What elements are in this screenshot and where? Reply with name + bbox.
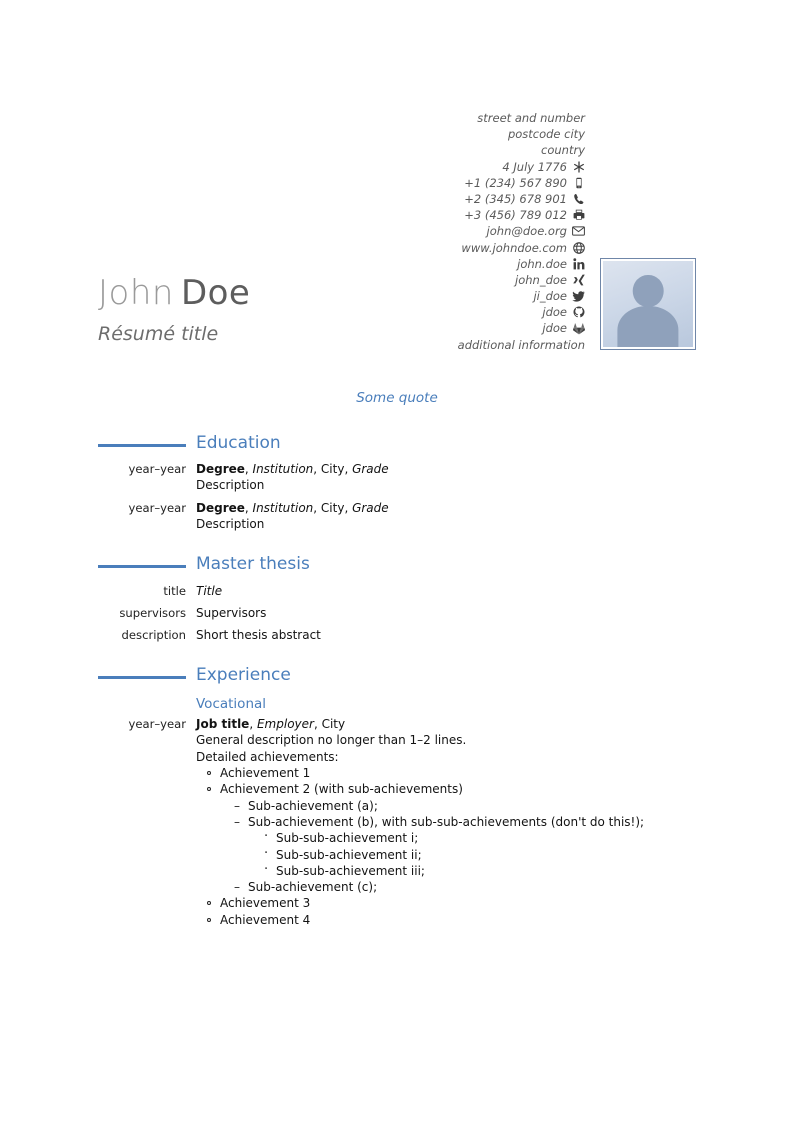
contact-text: jdoe: [542, 321, 567, 336]
resume-header: [0, 100, 794, 370]
section-header-thesis: [0, 551, 794, 581]
list-item: [262, 830, 696, 846]
avatar: [600, 258, 696, 350]
contact-row-email: [285, 223, 585, 239]
list-item-text: Achievement 1: [220, 766, 311, 781]
entry-date: year–year: [128, 462, 186, 476]
gitlab-icon: [572, 322, 585, 335]
thesis-row: [0, 627, 794, 643]
list-item-text: Achievement 4: [220, 912, 311, 927]
contact-text: ji_doe: [533, 289, 567, 304]
list-item: [206, 912, 696, 928]
experience-entry: [0, 716, 794, 928]
entry-title: [196, 461, 696, 477]
sub-achievement-list: [220, 798, 696, 896]
last-name: Doe: [180, 273, 251, 313]
list-item: [206, 781, 696, 895]
list-item: [206, 765, 696, 781]
contact-text: postcode city: [507, 127, 585, 142]
contact-row-homepage: [285, 240, 585, 256]
degree: Degree: [196, 462, 245, 476]
contact-row-phone: [285, 191, 585, 207]
thesis-row: [0, 583, 794, 599]
contact-text: john.doe: [517, 256, 567, 271]
education-entry: [0, 461, 794, 494]
contact-row-none: [285, 142, 585, 158]
contact-text: jdoe: [542, 305, 567, 320]
section-title-education: Education: [196, 433, 281, 453]
entry-title: [196, 500, 696, 516]
contact-text: john@doe.org: [486, 224, 567, 239]
list-item-text: Achievement 2 (with sub-achievements): [220, 782, 463, 797]
twitter-icon: [572, 290, 585, 303]
contact-text: country: [541, 143, 585, 158]
list-item: [234, 814, 696, 879]
thesis-row: [0, 605, 794, 621]
sep: ,: [244, 500, 253, 515]
contact-row-fax: [285, 207, 585, 223]
sep: ,: [344, 500, 353, 515]
contact-text: www.johndoe.com: [461, 240, 567, 255]
city: City: [320, 462, 345, 476]
section-master-thesis: [0, 551, 794, 644]
section-education: [0, 430, 794, 533]
city: City: [321, 716, 346, 731]
education-entry: [0, 500, 794, 533]
entry-title: [196, 716, 696, 732]
contact-text: +2 (345) 678 901: [464, 191, 567, 206]
linkedin-icon: [572, 257, 585, 270]
entry-body: [196, 716, 794, 928]
section-rule: [98, 565, 186, 568]
section-header-education: [0, 430, 794, 460]
list-item-text: Sub-achievement (c);: [248, 880, 378, 895]
xing-icon: [572, 273, 585, 286]
thesis-row-value: Short thesis abstract: [196, 628, 321, 643]
contact-text: +3 (456) 789 012: [464, 208, 567, 223]
contact-row-birth: [285, 159, 585, 175]
job-title: Job title: [196, 716, 250, 731]
entry-general-description: General description no longer than 1–2 lines.: [196, 733, 467, 748]
list-item-text: Sub-achievement (b), with sub-sub-achievements (don't do this!);: [248, 814, 645, 829]
email-icon: [572, 225, 585, 238]
thesis-row-label: supervisors: [119, 606, 186, 621]
name-block: [98, 272, 428, 346]
sep: ,: [344, 462, 353, 476]
list-item: [262, 863, 696, 879]
contact-text: additional information: [457, 337, 585, 352]
homepage-icon: [572, 241, 585, 254]
fax-icon: [572, 209, 585, 222]
entry-body: [196, 500, 794, 533]
mobile-icon: [572, 176, 585, 189]
thesis-rows: [0, 583, 794, 644]
city: City: [320, 500, 345, 515]
quote: Some quote: [356, 390, 438, 406]
list-item-text: Sub-sub-achievement ii;: [276, 847, 422, 862]
contact-row-none: [285, 110, 585, 126]
list-item: [234, 879, 696, 895]
sep: ,: [313, 500, 321, 515]
sep: ,: [244, 462, 253, 476]
contact-row-mobile: [285, 175, 585, 191]
contact-text: john_doe: [515, 272, 567, 287]
section-title-thesis: Master thesis: [196, 553, 310, 574]
resume-body: [0, 430, 794, 930]
entry-description: Description: [196, 478, 265, 493]
github-icon: [572, 306, 585, 319]
entry-description: Description: [196, 517, 265, 532]
first-name: John: [98, 273, 174, 313]
sep: ,: [313, 716, 322, 731]
institution: Institution: [252, 462, 314, 476]
degree: Degree: [196, 500, 245, 515]
grade: Grade: [352, 500, 389, 515]
achievement-list: [196, 765, 696, 928]
sep: ,: [249, 716, 257, 731]
thesis-row-label: description: [121, 628, 186, 643]
page-title: Résumé title: [98, 323, 219, 345]
list-item-text: Achievement 3: [220, 896, 311, 911]
section-title-experience: Experience: [196, 664, 291, 685]
section-experience: [0, 662, 794, 928]
sub-sub-achievement-list: [248, 830, 696, 879]
thesis-row-value: Supervisors: [196, 606, 267, 621]
entry-achievements-label: Detailed achievements:: [196, 749, 339, 764]
contact-text: street and number: [477, 111, 585, 125]
full-name: [98, 272, 428, 314]
entry-body: [196, 461, 794, 494]
list-item-text: Sub-sub-achievement iii;: [276, 863, 425, 878]
employer: Employer: [256, 716, 314, 731]
education-entries: [0, 461, 794, 533]
avatar-body-shape: [617, 306, 678, 347]
contact-text: +1 (234) 567 890: [464, 175, 567, 190]
section-header-experience: [0, 662, 794, 692]
contact-row-linkedin: [285, 256, 585, 272]
subsection-title-vocational: Vocational: [196, 695, 267, 712]
list-item: [206, 895, 696, 911]
thesis-row-value: Title: [196, 583, 223, 598]
avatar-head-shape: [633, 275, 664, 308]
entry-date: year–year: [128, 500, 186, 515]
contact-row-none: [285, 126, 585, 142]
section-rule: [98, 676, 186, 679]
list-item: [234, 798, 696, 814]
contact-text: 4 July 1776: [502, 159, 567, 174]
grade: Grade: [352, 462, 389, 476]
entry-date: year–year: [128, 716, 186, 731]
thesis-row-label: title: [163, 583, 186, 598]
institution: Institution: [252, 500, 314, 515]
sep: ,: [313, 462, 321, 476]
birth-icon: [572, 160, 585, 173]
section-rule: [98, 444, 186, 447]
avatar-image: [603, 261, 693, 347]
list-item-text: Sub-achievement (a);: [248, 798, 378, 813]
list-item: [262, 847, 696, 863]
phone-icon: [572, 193, 585, 206]
list-item-text: Sub-sub-achievement i;: [276, 831, 419, 846]
